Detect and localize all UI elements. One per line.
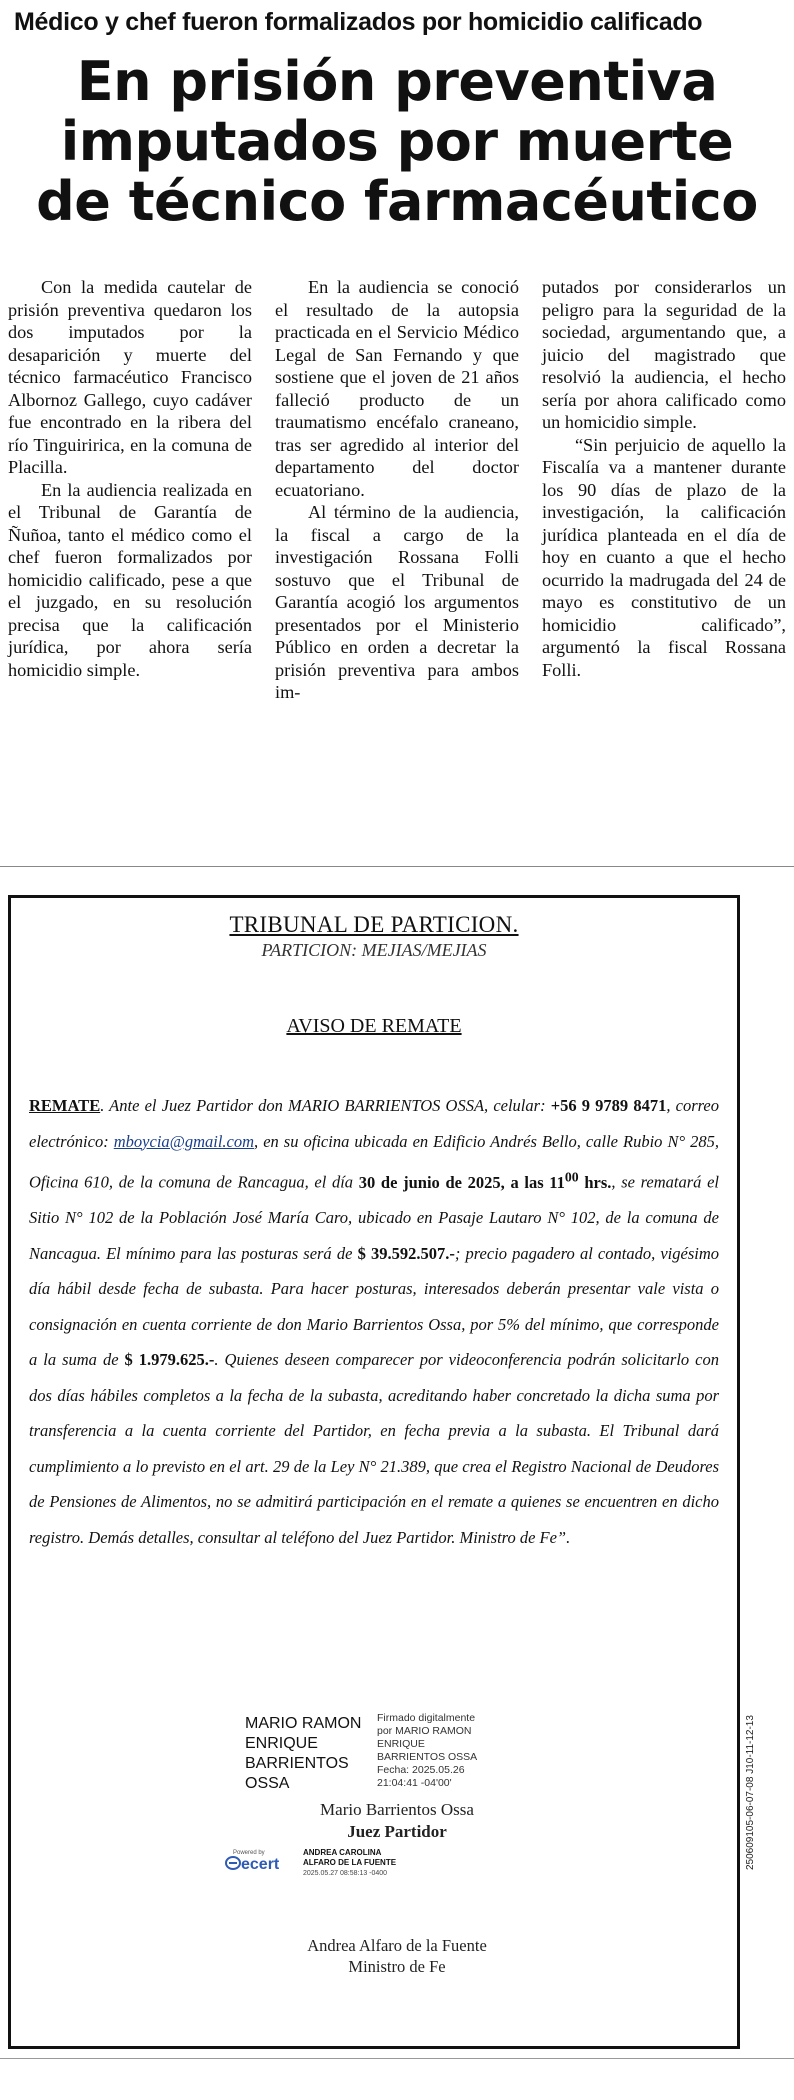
ecert-powered: Powered by: [233, 1850, 265, 1856]
ecert-signer-line: ANDREA CAROLINA: [303, 1848, 382, 1857]
article-body: [8, 276, 786, 704]
ecert-signer: [303, 1848, 396, 1868]
article-paragraph: En la audiencia se conoció el resultado de la autopsia practicada en el Servicio Médico Legal de San Fernando y que sostiene que el joven de 21 años falleció producto de un traumatismo encéfalo craneano, tras ser agredido al interior del departamento del doctor ecuatoriano.: [275, 277, 519, 500]
signature-name: [245, 1714, 361, 1794]
ministro-name: Andrea Alfaro de la Fuente: [307, 1936, 487, 1955]
ecert-timestamp: 2025.05.27 08:58:13 -0400: [303, 1870, 388, 1877]
signature-detail-line: 21:04:41 -04'00': [377, 1777, 452, 1789]
notice-title: TRIBUNAL DE PARTICION.: [229, 912, 519, 937]
article-column-3: [542, 276, 786, 704]
divider: [0, 866, 794, 867]
notice-text-part: . Quienes deseen comparecer por videoconferencia podrán solicitarlo con dos días hábiles completos a la fecha de la subasta, acreditando haber concretado la dicha suma por transferencia a la cuenta corriente del Partidor, en fecha previa a la subasta. El Tribunal dará cumplimiento a lo previsto en el art. 29 de la Ley N° 21.389, que crea el Registro Nacional de Deudores de Pensiones de Alimentos, no se admitirá participación en el remate a quienes se encuentren en dicho registro. Demás detalles, consultar al teléfono del Juez Partidor. Ministro de Fe”.: [29, 1350, 720, 1547]
bottom-divider: [0, 2058, 794, 2059]
article-paragraph: putados por considerarlos un peligro para la seguridad de la sociedad, argumentando que, a juicio del magistrado que resolvió la audiencia, el hecho sería por ahora calificado como un homicidio simple.: [542, 277, 786, 432]
notice-date: [358, 1169, 612, 1192]
signature-detail-line: Firmado digitalmente: [377, 1712, 476, 1724]
signature-details: [377, 1712, 477, 1790]
notice-date-sup: 00: [564, 1169, 579, 1184]
signature-detail-line: por MARIO RAMON: [377, 1725, 472, 1737]
ecert-logo-icon: [225, 1856, 241, 1870]
ministro-role: Ministro de Fe: [348, 1957, 446, 1976]
notice-phone: +56 9 9789 8471: [550, 1096, 667, 1115]
signature-detail-line: ENRIQUE: [377, 1738, 425, 1750]
article-paragraph: Al término de la audiencia, la fiscal a cargo de la investigación Rossana Folli sostuvo que el Tribunal de Garantía acogió los argumentos presentados por el Ministerio Público en orden a decretar la prisión preventiva para ambos im-: [275, 502, 519, 702]
article-paragraph: En la audiencia realizada en el Tribunal de Garantía de Ñuñoa, tanto el médico como el chef fueron formalizados por homicidio calificado, pese a que el juzgado, en su resolución precisa que la calificación jurídica, por ahora sería homicidio simple.: [8, 479, 252, 680]
notice-lead: REMATE: [29, 1096, 101, 1115]
ecert-signer-line: ALFARO DE LA FUENTE: [303, 1858, 397, 1867]
ecert-logo: [225, 1856, 279, 1874]
notice-text-part: , se rematará el Sitio N° 102 de la Población José María Caro, ubicado en Pasaje Lautaro N° 102, de la comuna de Nancagua. El mínimo para las posturas será de: [29, 1172, 720, 1263]
notice-date-text: 30 de junio de 2025, a las 11: [358, 1172, 565, 1192]
kicker: Médico y chef fueron formalizados por homicidio calificado: [14, 8, 703, 36]
ecert-logo-text: ecert: [241, 1856, 280, 1873]
signature-name-line: OSSA: [245, 1775, 290, 1792]
side-code: [736, 1715, 756, 2100]
notice-date-hrs: hrs.: [578, 1172, 612, 1192]
headline: [0, 52, 794, 232]
ecert-seal: [225, 1850, 465, 1886]
signer-name: Mario Barrientos Ossa: [320, 1800, 474, 1819]
article-paragraph: “Sin perjuicio de aquello la Fiscalía va a mantener durante los 90 días de plazo de la investigación, la calificación jurídica planteada en el día de hoy en cuanto a que el hecho ocurrido la madrugada del 24 de mayo es constitutivo de un homicidio calificado”, argumentó la fiscal Rossana Folli.: [542, 434, 786, 680]
headline-line-2: imputados por muerte: [60, 110, 734, 173]
notice-email-link[interactable]: mboycia@gmail.com: [113, 1131, 255, 1151]
notice-text-part: . Ante el Juez Partidor don MARIO BARRIENTOS OSSA, celular:: [100, 1096, 551, 1115]
headline-line-3: de técnico farmacéutico: [36, 170, 758, 233]
signature-detail-line: Fecha: 2025.05.26: [377, 1764, 465, 1776]
article-paragraph: Con la medida cautelar de prisión preventiva quedaron los dos imputados por la desaparición y muerte del técnico farmacéutico Francisco Albornoz Gallego, cuyo cadáver fue encontrado en la ribera del río Tinguiririca, en la comuna de Placilla.: [8, 277, 252, 477]
notice-aviso-heading: AVISO DE REMATE: [286, 1015, 462, 1037]
notice-text-part: , en su oficina ubicada en Edificio Andrés Bello, calle Rubio N° 285, Oficina 610, de la comuna de Rancagua, el día: [29, 1131, 719, 1192]
notice-subtitle: PARTICION: MEJIAS/MEJIAS: [261, 940, 487, 960]
signer-role: Juez Partidor: [347, 1822, 447, 1841]
notice-text-part: ; precio pagadero al contado, vigésimo día hábil desde fecha de subasta. Para hacer posturas, interesados deberán presentar vale vista o consignación en cuenta corriente de don Mario Barrientos Ossa, por 5% del mínimo, que corresponde a la suma de: [29, 1243, 720, 1369]
signature-name-line: ENRIQUE: [245, 1735, 318, 1752]
digital-signature: [245, 1714, 525, 1794]
signature-detail-line: BARRIENTOS OSSA: [377, 1751, 478, 1763]
notice-minimum: $ 39.592.507.-: [357, 1243, 455, 1263]
signature-name-line: BARRIENTOS: [245, 1755, 349, 1772]
article-column-2: [275, 276, 519, 704]
notice-text: [29, 1088, 719, 1555]
article-column-1: [8, 276, 252, 704]
headline-line-1: En prisión preventiva: [76, 50, 718, 113]
notice-text-part: , correo electrónico:: [29, 1096, 719, 1151]
side-code-text: 250609105-06-07-08 J10-11-12-13: [745, 1715, 756, 1870]
notice-sum: $ 1.979.625.-: [124, 1350, 215, 1369]
signature-name-line: MARIO RAMON: [245, 1715, 362, 1732]
